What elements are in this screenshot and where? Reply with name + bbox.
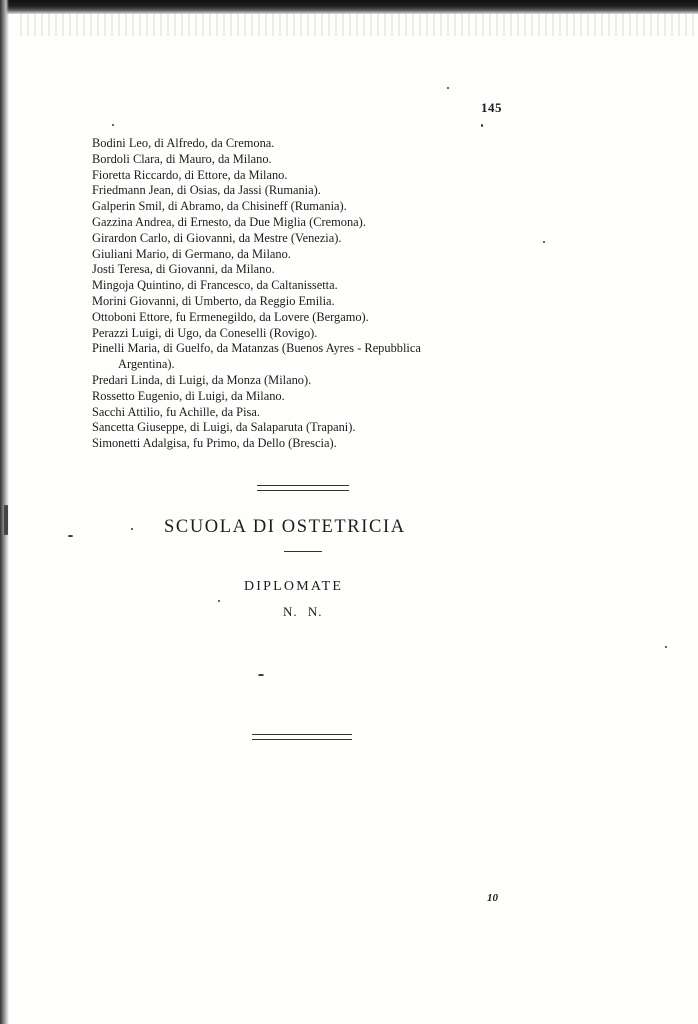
list-item: Bordoli Clara, di Mauro, da Milano. — [92, 151, 272, 166]
scan-speck — [447, 87, 449, 89]
scan-edge-mark — [4, 505, 8, 535]
list-item: Mingoja Quintino, di Francesco, da Caltanissetta. — [92, 278, 338, 293]
page-number: 145 — [481, 100, 502, 115]
list-item: Sancetta Giuseppe, di Luigi, da Salaparuta (Trapani). — [92, 420, 356, 435]
section-subtitle: DIPLOMATE — [244, 579, 344, 594]
list-item: Galperin Smil, di Abramo, da Chisineff (Rumania). — [92, 199, 347, 214]
list-item: Gazzina Andrea, di Ernesto, da Due Miglia (Cremona). — [92, 214, 366, 229]
scan-speck — [218, 600, 220, 602]
list-item: Ottoboni Ettore, fu Ermenegildo, da Lovere (Bergamo). — [92, 309, 369, 324]
scan-speck — [258, 674, 264, 676]
list-item: Morini Giovanni, di Umberto, da Reggio Emilia. — [92, 293, 335, 308]
scan-speck — [68, 535, 73, 537]
list-item: Friedmann Jean, di Osias, da Jassi (Rumania). — [92, 183, 321, 198]
list-item: Giuliani Mario, di Germano, da Milano. — [92, 246, 291, 261]
scan-speck — [543, 241, 545, 243]
scan-speck — [131, 528, 133, 530]
list-item-continuation: Argentina). — [118, 357, 175, 372]
name-list — [92, 136, 592, 452]
end-divider — [252, 734, 352, 740]
placeholder-names: N. N. — [283, 604, 323, 619]
list-item: Josti Teresa, di Giovanni, da Milano. — [92, 262, 275, 277]
title-underline — [284, 551, 322, 552]
scan-speck — [481, 124, 483, 127]
list-item: Girardon Carlo, di Giovanni, da Mestre (Venezia). — [92, 230, 342, 245]
list-item: Sacchi Attilio, fu Achille, da Pisa. — [92, 404, 260, 419]
list-item: Rossetto Eugenio, di Luigi, da Milano. — [92, 388, 285, 403]
list-item: Bodini Leo, di Alfredo, da Cremona. — [92, 136, 275, 150]
section-divider — [257, 485, 349, 491]
scan-speck — [665, 646, 667, 648]
list-item: Predari Linda, di Luigi, da Monza (Milano). — [92, 372, 312, 387]
list-item: Pinelli Maria, di Guelfo, da Matanzas (Buenos Ayres - Repubblica — [92, 341, 421, 356]
scan-speck — [112, 124, 114, 126]
signature-mark: 10 — [487, 892, 498, 904]
scan-top-noise — [20, 14, 698, 36]
list-item: Fioretta Riccardo, di Ettore, da Milano. — [92, 167, 288, 182]
list-item: Perazzi Luigi, di Ugo, da Coneselli (Rovigo). — [92, 325, 318, 340]
list-item: Simonetti Adalgisa, fu Primo, da Dello (Brescia). — [92, 436, 337, 451]
section-title: SCUOLA DI OSTETRICIA — [164, 517, 406, 537]
scan-top-edge — [0, 0, 698, 14]
